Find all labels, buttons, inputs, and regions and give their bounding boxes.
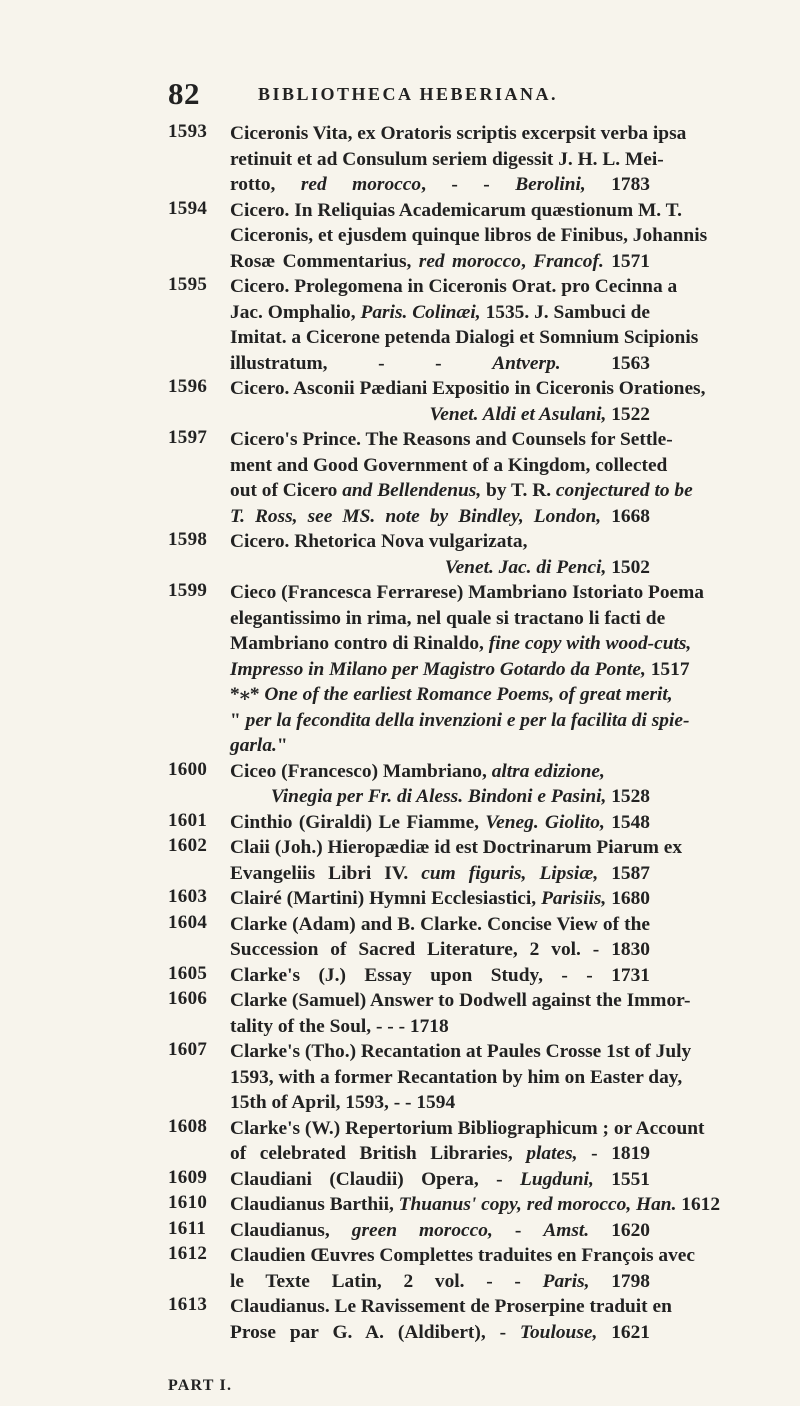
catalogue-entry bbox=[168, 1192, 721, 1218]
entry-line: Ciceo (Francesco) Mambriano, altra edizione, bbox=[230, 760, 605, 782]
entry-number: 1609 bbox=[168, 1166, 208, 1188]
page-header bbox=[168, 76, 648, 116]
entry-line: le Texte Latin, 2 vol. - - Paris, 1798 bbox=[230, 1270, 650, 1292]
entry-line: of celebrated British Libraries, plates, - 1819 bbox=[230, 1143, 651, 1164]
catalogue-entry bbox=[168, 835, 683, 886]
catalogue-entry bbox=[168, 988, 691, 1039]
catalogue-entry bbox=[168, 1039, 692, 1116]
entry-number: 1600 bbox=[168, 758, 208, 780]
entry-line: Claudianus, green morocco, - Amst. 1620 bbox=[230, 1219, 650, 1241]
entry-line: Clarke (Samuel) Answer to Dodwell against the Immor- bbox=[230, 990, 691, 1011]
entry-line: Prose par G. A. (Aldibert), - Toulouse, 1621 bbox=[230, 1321, 650, 1343]
entry-line: " per la fecondita della invenzioni e per la facilita di spie- bbox=[230, 709, 690, 731]
entry-line: elegantissimo in rima, nel quale si tractano li facti de bbox=[230, 607, 666, 629]
catalogue-entry bbox=[168, 963, 650, 989]
entry-line: Cicero. In Reliquias Academicarum quæstionum M. T. bbox=[230, 199, 682, 221]
entry-number: 1605 bbox=[168, 962, 208, 984]
entry-line: rotto, red morocco, - - Berolini, 1783 bbox=[230, 174, 651, 195]
catalogue-entry bbox=[168, 529, 650, 580]
entry-line: Cicero. Asconii Pædiani Expositio in Ciceronis Orationes, bbox=[230, 378, 706, 399]
entry-line: retinuit et ad Consulum seriem digessit J. H. L. Mei- bbox=[230, 148, 664, 170]
entry-line: Jac. Omphalio, Paris. Colinæi, 1535. J. Sambuci de bbox=[230, 301, 651, 323]
entry-number: 1597 bbox=[168, 427, 208, 448]
entry-line: T. Ross, see MS. note by Bindley, London, 1668 bbox=[230, 505, 650, 527]
entry-line: tality of the Soul, - - - 1718 bbox=[230, 1015, 449, 1037]
catalogue-entry bbox=[168, 810, 650, 836]
entry-line: 15th of April, 1593, - - 1594 bbox=[230, 1092, 456, 1113]
entry-number: 1603 bbox=[168, 886, 208, 907]
entry-number: 1612 bbox=[168, 1243, 208, 1264]
entry-number: 1602 bbox=[168, 835, 208, 856]
catalogue-entry bbox=[168, 886, 650, 912]
entry-line: Ciceronis Vita, ex Oratoris scriptis excerpsit verba ipsa bbox=[230, 123, 687, 144]
entry-line: Clairé (Martini) Hymni Ecclesiastici, Parisiis, 1680 bbox=[230, 888, 650, 909]
entry-number: 1594 bbox=[168, 197, 208, 219]
catalogue-entry bbox=[168, 121, 687, 198]
entry-number: 1604 bbox=[168, 911, 208, 933]
entry-line: Cinthio (Giraldi) Le Fiamme, Veneg. Giolito, 1548 bbox=[230, 811, 650, 833]
entry-line: Claudianus Barthii, Thuanus' copy, red morocco, Han. 1612 bbox=[230, 1194, 721, 1215]
entry-line: Rosæ Commentarius, red morocco, Francof. 1571 bbox=[230, 250, 650, 272]
entry-line: Cicero's Prince. The Reasons and Counsels for Settle- bbox=[230, 429, 673, 450]
entry-number: 1606 bbox=[168, 988, 208, 1009]
entry-number: 1607 bbox=[168, 1039, 208, 1060]
entry-number: 1601 bbox=[168, 809, 208, 831]
entry-line: Impresso in Milano per Magistro Gotardo da Ponte, 1517 bbox=[230, 658, 690, 680]
entry-line: Claudien Œuvres Complettes traduites en François avec bbox=[230, 1245, 695, 1266]
entry-number: 1611 bbox=[168, 1217, 207, 1239]
entry-line: Vinegia per Fr. di Aless. Bindoni e Pasini, 1528 bbox=[270, 786, 650, 807]
catalogue-entry bbox=[168, 912, 650, 963]
entry-line: Ciceronis, et ejusdem quinque libros de Finibus, Johannis bbox=[230, 225, 708, 246]
catalogue-entry bbox=[168, 1294, 672, 1345]
page-number: 82 bbox=[168, 76, 200, 111]
entry-line: illustratum, - - Antverp. 1563 bbox=[230, 352, 650, 374]
catalogue-entry bbox=[168, 376, 706, 427]
entry-line: Evangeliis Libri IV. cum figuris, Lipsiæ, 1587 bbox=[230, 862, 650, 884]
entry-line: Claudianus. Le Ravissement de Proserpine traduit en bbox=[230, 1296, 672, 1317]
entry-number: 1608 bbox=[168, 1115, 208, 1137]
catalogue-entry bbox=[168, 1243, 695, 1294]
catalogue-entry bbox=[168, 1218, 650, 1244]
entry-line: 1593, with a former Recantation by him on Easter day, bbox=[230, 1066, 683, 1088]
running-title: BIBLIOTHECA HEBERIANA. bbox=[257, 84, 559, 104]
entry-number: 1599 bbox=[168, 580, 208, 601]
entry-line: Venet. Jac. di Penci, 1502 bbox=[444, 556, 650, 578]
entry-line: Cieco (Francesca Ferrarese) Mambriano Istoriato Poema bbox=[230, 582, 705, 603]
catalogue-entry bbox=[168, 759, 650, 810]
catalogue-entry bbox=[168, 197, 708, 275]
entry-line: Clarke's (W.) Repertorium Bibliographicum ; or Account bbox=[230, 1117, 705, 1139]
entry-line: Succession of Sacred Literature, 2 vol. - 1830 bbox=[230, 939, 650, 960]
entry-number: 1596 bbox=[168, 376, 208, 397]
entry-line: Cicero. Prolegomena in Ciceronis Orat. pro Cecinna a bbox=[230, 276, 678, 297]
entry-line: Claudiani (Claudii) Opera, - Lugduni, 1551 bbox=[230, 1168, 650, 1190]
entry-line: garla." bbox=[230, 735, 288, 756]
entry-line: *⁎* One of the earliest Romance Poems, of great merit, bbox=[230, 684, 673, 705]
catalogue-entry bbox=[168, 274, 699, 376]
entry-number: 1593 bbox=[168, 121, 208, 142]
catalogue-entries bbox=[168, 121, 721, 1345]
entry-line: Clarke's (Tho.) Recantation at Paules Crosse 1st of July bbox=[230, 1041, 692, 1062]
catalogue-entry bbox=[168, 1167, 650, 1193]
catalogue-entry bbox=[168, 1115, 705, 1167]
entry-line: Clarke's (J.) Essay upon Study, - - 1731 bbox=[230, 964, 650, 986]
entry-number: 1598 bbox=[168, 529, 208, 550]
entry-line: Cicero. Rhetorica Nova vulgarizata, bbox=[230, 531, 528, 552]
entry-line: ment and Good Government of a Kingdom, collected bbox=[230, 454, 668, 476]
catalogue-entry bbox=[168, 427, 693, 529]
entry-line: out of Cicero and Bellendenus, by T. R. conjectured to be bbox=[230, 480, 693, 501]
entry-line: Mambriano contro di Rinaldo, fine copy with wood-cuts, bbox=[230, 633, 692, 654]
entry-number: 1610 bbox=[168, 1192, 208, 1213]
entry-line: Claii (Joh.) Hieropædiæ id est Doctrinarum Piarum ex bbox=[230, 837, 683, 858]
catalogue-entry bbox=[168, 580, 705, 759]
entry-number: 1613 bbox=[168, 1294, 208, 1315]
entry-line: Imitat. a Cicerone petenda Dialogi et Somnium Scipionis bbox=[230, 327, 699, 348]
entry-line: Venet. Aldi et Asulani, 1522 bbox=[429, 403, 650, 425]
signature-mark: PART I. bbox=[168, 1377, 233, 1394]
entry-line: Clarke (Adam) and B. Clarke. Concise View of the bbox=[230, 913, 650, 935]
entry-number: 1595 bbox=[168, 274, 208, 295]
